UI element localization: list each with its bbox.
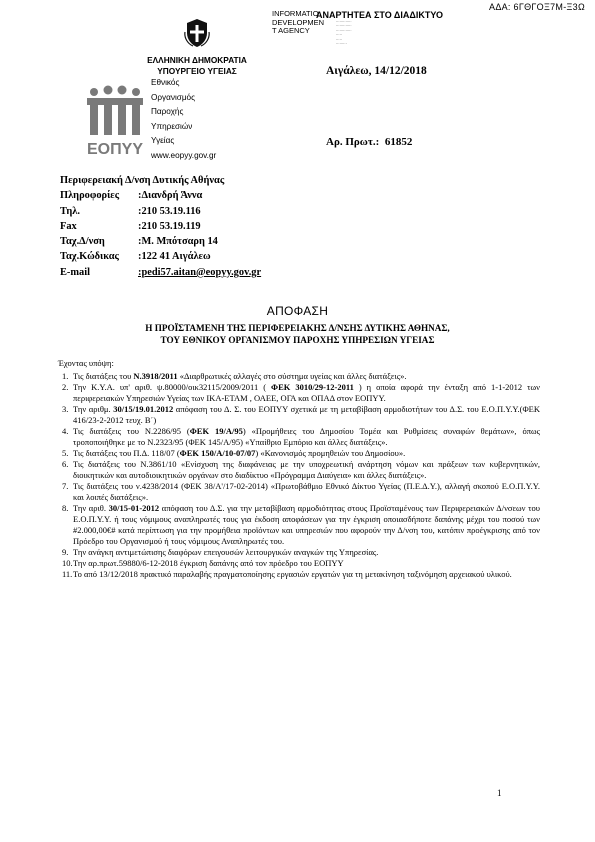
- item-text-part: απόφαση του Δ.Σ. για την μεταβίβαση αρμοδιότητας στους Προϊσταμένους των Περιφερειακών Δ/νσεων του Ε.Ο.Π.Υ.Υ. ή τους νόμιμους αναπληρωτές τους για έκδοση αποφάσεων για την έγκριση οποιασδήποτε δαπάνης μέχρι του ποσού των #2.000,00€# κατά περίπτωση για την προμήθεια προϊόντων και υπηρεσιών που αφορούν την Δ/νση του, κατόπιν προέγκρισης από τον Πρόεδρο του Οργανισμού ή τους νόμιμους Αναπληρωτές του.: [73, 503, 541, 546]
- item-bold-ref: ΦΕΚ 19/Α/95: [189, 426, 243, 436]
- item-number: 9.: [62, 547, 69, 557]
- item-text: [73, 481, 540, 503]
- agency-line: T AGENCY: [272, 26, 310, 36]
- org-line: Παροχής: [151, 107, 184, 117]
- item-text-part: Τις διατάξεις του ν.4238/2014 (ΦΕΚ 38/Α'/17-02-2014) «Πρωτοβάθμιο Εθνικό Δίκτυο Υγείας (Π.Ε.Δ.Υ.), αλλαγή σκοπού Ε.Ο.Π.Υ.Υ. και λοιπές διατάξεις».: [73, 481, 540, 502]
- info-row: [60, 265, 261, 280]
- info-row: [60, 234, 261, 249]
- item-number: 10.: [62, 558, 73, 568]
- item-text-part: απόφαση του Δ. Σ. του ΕΟΠΥΥ σχετικά με τη μεταβίβαση αρμοδιοτήτων του Δ.Σ. του Ε.Ο.Π.Υ.Υ.(ΦΕΚ 416/23-2-2012 τευχ. Β΄): [73, 404, 540, 425]
- list-item: [62, 448, 540, 459]
- item-number: 3.: [62, 404, 69, 414]
- item-number: 1.: [62, 371, 69, 381]
- item-bold-ref: 30/15/19.01.2012: [113, 404, 174, 414]
- item-bold-ref: ΦΕΚ 3010/29-12-2011: [271, 382, 354, 392]
- list-item: [62, 558, 540, 569]
- item-text-part: Τις διατάξεις του Π.Δ. 118/07 (: [73, 448, 180, 458]
- list-item: [62, 426, 540, 448]
- item-number: 6.: [62, 459, 69, 469]
- info-key: Πληροφορίες: [60, 190, 120, 202]
- info-key: Ταχ.Δ/νση: [60, 236, 105, 248]
- item-text-part: Την αρ.πρωτ.59880/6-12-2018 έγκριση δαπάνης από τον πρόεδρο του ΕΟΠΥΥ: [73, 558, 344, 568]
- list-item: [62, 404, 540, 426]
- item-text: [73, 503, 540, 547]
- item-bold-ref: 30/15-01-2012: [108, 503, 160, 513]
- intro-text: Έχοντας υπόψη:: [58, 358, 114, 368]
- decision-title: ΑΠΟΦΑΣΗ: [266, 304, 329, 318]
- contact-info: [60, 173, 261, 280]
- ministry-title: ΥΠΟΥΡΓΕΙΟ ΥΓΕΙΑΣ: [157, 66, 237, 76]
- org-line: Οργανισμός: [151, 92, 196, 102]
- ada-code: ΑΔΑ: 6ΓΘΓΟΞ7Μ-Ξ3Ω: [489, 2, 585, 12]
- item-text-part: Το από 13/12/2018 πρακτικό παραλαβής πραγματοποίησης εργασιών εργατών για τη μετακίνηση ταξινόμηση αρχειακού υλικού.: [73, 569, 512, 579]
- info-key: Ταχ.Κώδικας: [60, 251, 119, 263]
- item-text: [73, 404, 540, 426]
- directorate-name: Περιφερειακή Δ/νση Δυτικής Αθήνας: [60, 175, 225, 186]
- item-text: [73, 382, 540, 404]
- item-number: 11.: [62, 569, 73, 579]
- item-text-part: Τις διατάξεις του: [73, 371, 134, 381]
- org-line: Υπηρεσιών: [151, 121, 193, 131]
- info-value: :210 53.19.119: [138, 220, 201, 232]
- item-text-part: Τις διατάξεις του Ν.3861/10 «Ενίσχυση της διαφάνειας με την υποχρεωτική ανάρτηση νόμων και πράξεων των κυβερνητικών, διοικητικών και αυτοδιοικητικών οργάνων στο διαδίκτυο «Πρόγραμμα Διαύγεια» και άλλες διατάξεις».: [73, 459, 540, 480]
- item-text-part: «Διαρθρωτικές αλλαγές στο σύστημα υγείας και άλλες διατάξεις».: [177, 371, 407, 381]
- info-row: [60, 219, 261, 234]
- org-website: www.eopyy.gov.gr: [151, 150, 217, 160]
- item-text: [73, 448, 540, 459]
- list-item: [62, 382, 540, 404]
- email-label: E-mail: [60, 266, 91, 278]
- item-bold-ref: ΦΕΚ 150/Α/10-07/07: [179, 448, 256, 458]
- item-number: 2.: [62, 382, 69, 392]
- eopyy-logo-icon: [82, 84, 148, 160]
- subtitle-line: Η ΠΡΟΪΣΤΑΜΕΝΗ ΤΗΣ ΠΕΡΙΦΕΡΕΙΑΚΗΣ Δ/ΝΣΗΣ ΔΥΤΙΚΗΣ ΑΘΗΝΑΣ,: [145, 323, 450, 333]
- diavgeia-title: ΑΝΑΡΤΗΤΕΑ ΣΤΟ ΔΙΑΔΙΚΤΥΟ: [316, 10, 443, 20]
- decision-subtitle: [0, 322, 595, 346]
- item-number: 8.: [62, 503, 69, 513]
- item-text: [73, 459, 540, 481]
- item-text-part: Την αριθ.: [73, 503, 109, 513]
- item-text-part: ) «Κανονισμός προμηθειών του Δημοσίου».: [255, 448, 406, 458]
- item-text-part: Την ανάγκη αντιμετώπισης διαφόρων επειγουσών λειτουργικών αναγκών της Υπηρεσίας.: [73, 547, 379, 557]
- protocol-number: [326, 136, 412, 148]
- item-text-part: ) «Προμήθειες του Δημοσίου Τομέα και Ρυθμίσεις συναφών θεμάτων», όπως τροποποιήθηκε με το Ν.2323/95 (ΦΕΚ 145/Α/95) «Υπαίθριο Εμπόριο και άλλες διατάξεις».: [73, 426, 540, 447]
- info-row: [60, 249, 261, 264]
- item-text-part: Τις διατάξεις του Ν.2286/95 (: [73, 426, 190, 436]
- list-item: [62, 459, 540, 481]
- item-number: 5.: [62, 448, 69, 458]
- info-row: [60, 204, 261, 219]
- protocol-value: 61852: [384, 136, 413, 148]
- list-item: [62, 503, 540, 547]
- item-text: [73, 558, 540, 569]
- list-item: [62, 371, 540, 382]
- info-value: :122 41 Αιγάλεω: [138, 251, 211, 263]
- info-row: [60, 188, 261, 203]
- item-bold-ref: Ν.3918/2011: [133, 371, 178, 381]
- page-number: 1: [497, 788, 502, 798]
- list-item: [62, 569, 540, 580]
- org-name-block: [151, 76, 216, 164]
- email-link[interactable]: :pedi57.aitan@eopyy.gov.gr: [138, 266, 262, 278]
- item-number: 4.: [62, 426, 69, 436]
- item-text-part: ) η οποία αφορά την ένταξη από 1-1-2012 των περιφερειακών Υπηρεσιών Υγείας των ΙΚΑ-ΕΤΑΜ , ΟΑΕΕ, ΟΓΑ και ΟΠΑΔ στον ΕΟΠΥΥ.: [73, 382, 540, 403]
- item-text: [73, 569, 540, 580]
- place-date: Αιγάλεω, 14/12/2018: [326, 65, 427, 77]
- agency-line: DEVELOPMEN: [272, 17, 325, 27]
- item-text: [73, 547, 540, 558]
- info-key: Fax: [60, 220, 77, 232]
- info-key: Τηλ.: [60, 205, 80, 217]
- item-number: 7.: [62, 481, 69, 491]
- agency-line: INFORMATIO: [272, 9, 319, 18]
- item-text-part: Την Κ.Υ.Α. υπ' αριθ. ψ.80000/οικ32115/2009/2011 (: [73, 382, 272, 392]
- considerations-list: [62, 371, 540, 580]
- ministry-header: [120, 55, 274, 77]
- info-value: :210 53.19.116: [138, 205, 201, 217]
- subtitle-line: ΤΟΥ ΕΘΝΙΚΟΥ ΟΡΓΑΝΙΣΜΟΥ ΠΑΡΟΧΗΣ ΥΠΗΡΕΣΙΩΝ ΥΓΕΙΑΣ: [160, 335, 435, 345]
- org-line: Υγείας: [151, 136, 175, 146]
- item-text-part: Την αριθμ.: [73, 404, 114, 414]
- item-text: [73, 426, 540, 448]
- info-value: :Μ. Μπότσαρη 14: [138, 236, 218, 248]
- list-item: [62, 547, 540, 558]
- list-item: [62, 481, 540, 503]
- republic-title: ΕΛΛΗΝΙΚΗ ΔΗΜΟΚΡΑΤΙΑ: [147, 55, 247, 65]
- greek-emblem-icon: [184, 18, 210, 48]
- logo-text: ΕΟΠΥΥ: [86, 141, 144, 158]
- decision-body: [58, 358, 541, 580]
- protocol-label: Αρ. Πρωτ.:: [326, 136, 380, 148]
- info-value: :Διανδρή Άννα: [138, 190, 203, 202]
- item-text: [73, 371, 540, 382]
- org-line: Εθνικός: [151, 78, 180, 87]
- stamp-fineprint: ············· ············· ············· ····· ····· ·········: [336, 20, 352, 47]
